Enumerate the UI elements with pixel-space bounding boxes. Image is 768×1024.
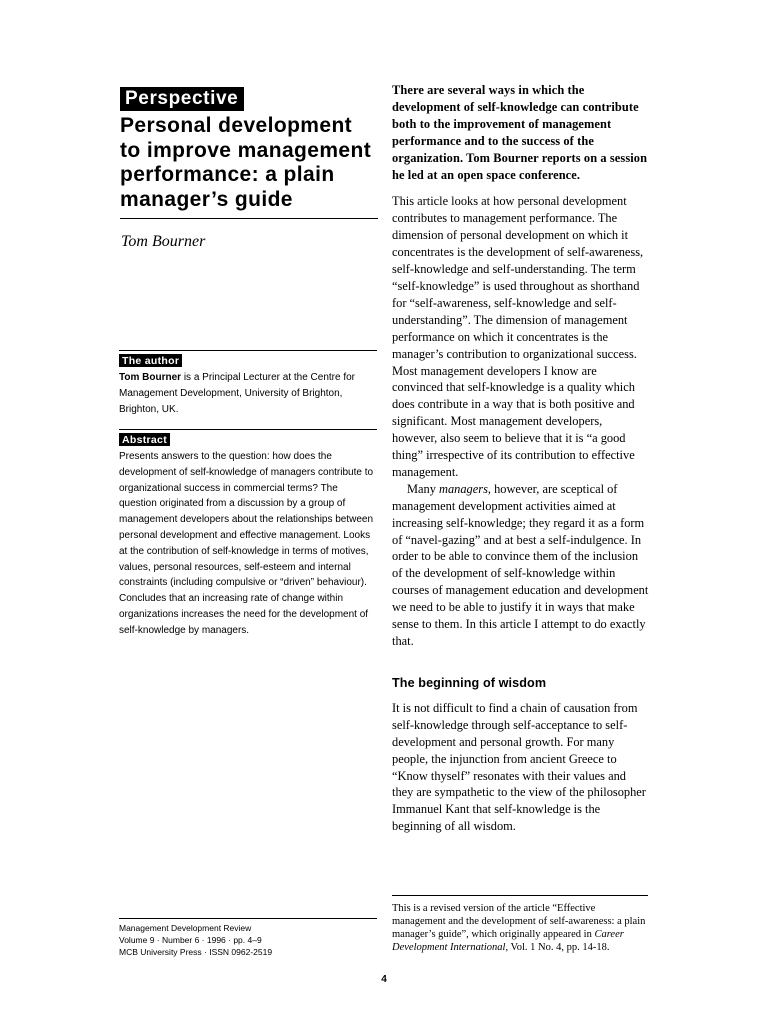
- page-number: 4: [381, 974, 387, 985]
- para2-emphasis: managers: [439, 481, 488, 496]
- body-paragraph: [392, 481, 650, 650]
- title-line: Personal development: [120, 114, 353, 137]
- abstract-text: Presents answers to the question: how does the development of self-knowledge of managers contribute to organizational success in commercial terms? The question originated from a discussion by a group of management developers about the relationships between personal development and effective management. Looks at the contribution of self-knowledge in terms of motives, values, personal resources, self-esteem and internal constraints (including compulsive or “driven” behaviour). Concludes that an increasing rate of change within organizations increases the need for the development of self-knowledge by managers.: [119, 451, 374, 636]
- journal-volume: Volume 9 · Number 6 · 1996 · pp. 4–9: [119, 935, 262, 945]
- standfirst: There are several ways in which the development of self-knowledge can contribute both to the improvement of management performance and to the success of the organization. Tom Bourner reports on a session he led at an open space conference.: [392, 83, 648, 182]
- abstract-rule: [119, 429, 377, 448]
- body-paragraph: It is not difficult to find a chain of causation from self-knowledge through self-acceptance to self-development and personal growth. For many people, the injunction from ancient Greece to “Know thyself” resonates with their values and they are sympathetic to the view of the philosopher Immanuel Kant that self-knowledge is the beginning of all wisdom.: [392, 700, 646, 834]
- author-bio: [119, 370, 377, 417]
- title-line: performance: a plain: [120, 163, 335, 186]
- right-column: [392, 82, 650, 835]
- para2-rest: , however, are sceptical of management development activities aimed at increasing self-knowledge; they regard it as a form of “navel-gazing” and at best a self-indulgence. In order to be able to convince them of the inclusion of the development of self-knowledge within courses of management education and development we need to be able to justify it in ways that make sense to them. In this article I attempt to do exactly that.: [392, 481, 649, 648]
- abstract-label: Abstract: [119, 433, 170, 446]
- author-bio-name: Tom Bourner: [119, 372, 182, 383]
- footnote: [392, 895, 648, 954]
- author-rule: [119, 350, 377, 369]
- title-line: manager’s guide: [120, 187, 293, 211]
- byline: Tom Bourner: [121, 233, 206, 250]
- journal-publisher: MCB University Press · ISSN 0962-2519: [119, 947, 273, 957]
- footnote-end: , Vol. 1 No. 4, pp. 14-18.: [505, 942, 610, 953]
- abstract-section: [119, 429, 377, 639]
- author-label: The author: [119, 354, 182, 367]
- title-line: to improve management: [120, 138, 372, 162]
- left-column: [119, 87, 377, 251]
- body-paragraph: This article looks at how personal development contributes to management performance. The dimension of personal development on which it concentrates is the development of self-awareness, self-knowledge and self-understanding. The term “self-knowledge” is used throughout as shorthand for “self-awareness, self-knowledge and self-understanding”. The dimension of management performance on which it concentrates is the manager’s contribution to organizational success. Most management developers I know are convinced that self-knowledge is a quality which does contribute in a way that is both positive and significant. Most management developers, however, also seem to believe that it is “a good thing” irrespective of its contribution to effective management.: [392, 194, 644, 479]
- section-heading: The beginning of wisdom: [392, 675, 547, 690]
- article-title: [120, 114, 378, 219]
- author-section: [119, 350, 377, 417]
- author-bio-text: is a Principal Lecturer at the Centre for Management Development, University of Brighton, Brighton, UK.: [119, 372, 356, 415]
- footnote-journal: Career Development International: [392, 929, 624, 953]
- journal-name: Management Development Review: [119, 923, 252, 933]
- journal-footer: [119, 918, 377, 958]
- section-kicker: Perspective: [120, 87, 244, 111]
- para2-start: Many: [407, 481, 440, 496]
- footnote-start: This is a revised version of the article “Effective management and the development of self-awareness: a plain manager’s guide”, which originally appeared in: [392, 903, 646, 940]
